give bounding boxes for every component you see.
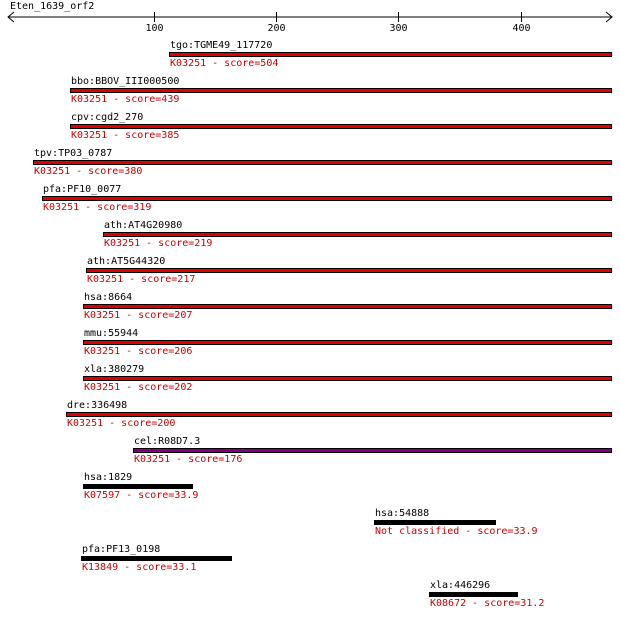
hit-name[interactable]: pfa:PF10_0077: [43, 184, 122, 195]
ruler-tick-label: 100: [145, 23, 164, 34]
hit-ko-score[interactable]: K03251 - score=200: [67, 418, 176, 429]
hit-ko-score[interactable]: K03251 - score=176: [134, 454, 243, 465]
hit-row[interactable]: [375, 508, 538, 537]
hit-row[interactable]: [82, 544, 232, 573]
hit-ko-score[interactable]: K03251 - score=504: [170, 58, 279, 69]
ruler-tick: [512, 12, 530, 34]
query-ruler: [8, 1, 612, 34]
ruler-tick-label: 400: [512, 23, 531, 34]
hit-ko-score[interactable]: K07597 - score=33.9: [84, 490, 199, 501]
hit-name[interactable]: tpv:TP03_0787: [34, 148, 113, 159]
hit-row[interactable]: [67, 400, 612, 429]
hit-bar[interactable]: [43, 197, 612, 201]
hit-bar[interactable]: [87, 269, 612, 273]
hit-bar[interactable]: [84, 485, 193, 489]
hit-ko-score[interactable]: K03251 - score=206: [84, 346, 193, 357]
hit-row[interactable]: [134, 436, 612, 465]
hit-row[interactable]: [170, 40, 612, 69]
hit-bar[interactable]: [71, 125, 612, 129]
hit-bar[interactable]: [71, 89, 612, 93]
hit-row[interactable]: [84, 364, 612, 393]
hit-list: [34, 40, 612, 609]
hit-row[interactable]: [71, 112, 612, 141]
hit-name[interactable]: pfa:PF13_0198: [82, 544, 161, 555]
hit-ko-score[interactable]: K13849 - score=33.1: [82, 562, 197, 573]
hit-bar[interactable]: [82, 557, 232, 561]
hit-bar[interactable]: [104, 233, 612, 237]
hit-ko-score[interactable]: K03251 - score=202: [84, 382, 193, 393]
hit-ko-score[interactable]: K03251 - score=385: [71, 130, 180, 141]
ruler-tick-label: 300: [389, 23, 408, 34]
hit-bar[interactable]: [84, 377, 612, 381]
hit-row[interactable]: [71, 76, 612, 105]
hit-bar[interactable]: [84, 305, 612, 309]
hit-name[interactable]: hsa:1829: [84, 472, 133, 483]
hit-name[interactable]: tgo:TGME49_117720: [170, 40, 273, 51]
hit-row[interactable]: [430, 580, 545, 609]
hit-ko-score[interactable]: K03251 - score=207: [84, 310, 193, 321]
hit-row[interactable]: [84, 292, 612, 321]
hit-ko-score[interactable]: K03251 - score=219: [104, 238, 213, 249]
hit-ko-score[interactable]: K03251 - score=319: [43, 202, 152, 213]
hit-row[interactable]: [84, 472, 199, 501]
ruler-tick-label: 200: [267, 23, 286, 34]
hit-ko-score[interactable]: K03251 - score=217: [87, 274, 196, 285]
hit-row[interactable]: [104, 220, 612, 249]
ruler-tick: [389, 12, 407, 34]
hit-name[interactable]: dre:336498: [67, 400, 128, 411]
hit-name[interactable]: cpv:cgd2_270: [71, 112, 144, 123]
hit-name[interactable]: cel:R08D7.3: [134, 436, 201, 447]
hit-bar[interactable]: [67, 413, 612, 417]
hit-bar[interactable]: [34, 161, 612, 165]
hit-ko-score[interactable]: K03251 - score=439: [71, 94, 180, 105]
hit-name[interactable]: ath:AT4G20980: [104, 220, 183, 231]
hit-bar[interactable]: [170, 53, 612, 57]
hit-bar[interactable]: [84, 341, 612, 345]
hit-bar[interactable]: [375, 521, 496, 525]
hit-name[interactable]: hsa:54888: [375, 508, 430, 519]
ruler-tick: [145, 12, 163, 34]
hit-ko-score[interactable]: K03251 - score=380: [34, 166, 143, 177]
hit-name[interactable]: bbo:BBOV_III000500: [71, 76, 180, 87]
hit-row[interactable]: [43, 184, 612, 213]
hit-ko-score[interactable]: K08672 - score=31.2: [430, 598, 545, 609]
hit-bar[interactable]: [430, 593, 518, 597]
ruler-ticks: [145, 12, 530, 34]
hit-ko-score[interactable]: Not classified - score=33.9: [375, 526, 538, 537]
hit-row[interactable]: [34, 148, 612, 177]
hit-name[interactable]: xla:380279: [84, 364, 145, 375]
hit-row[interactable]: [87, 256, 612, 285]
hit-name[interactable]: ath:AT5G44320: [87, 256, 166, 267]
hit-bar[interactable]: [134, 449, 612, 453]
hit-name[interactable]: mmu:55944: [84, 328, 139, 339]
ruler-tick: [267, 12, 285, 34]
hit-row[interactable]: [84, 328, 612, 357]
query-name: Eten_1639_orf2: [10, 1, 95, 12]
hit-name[interactable]: hsa:8664: [84, 292, 133, 303]
hit-name[interactable]: xla:446296: [430, 580, 491, 591]
